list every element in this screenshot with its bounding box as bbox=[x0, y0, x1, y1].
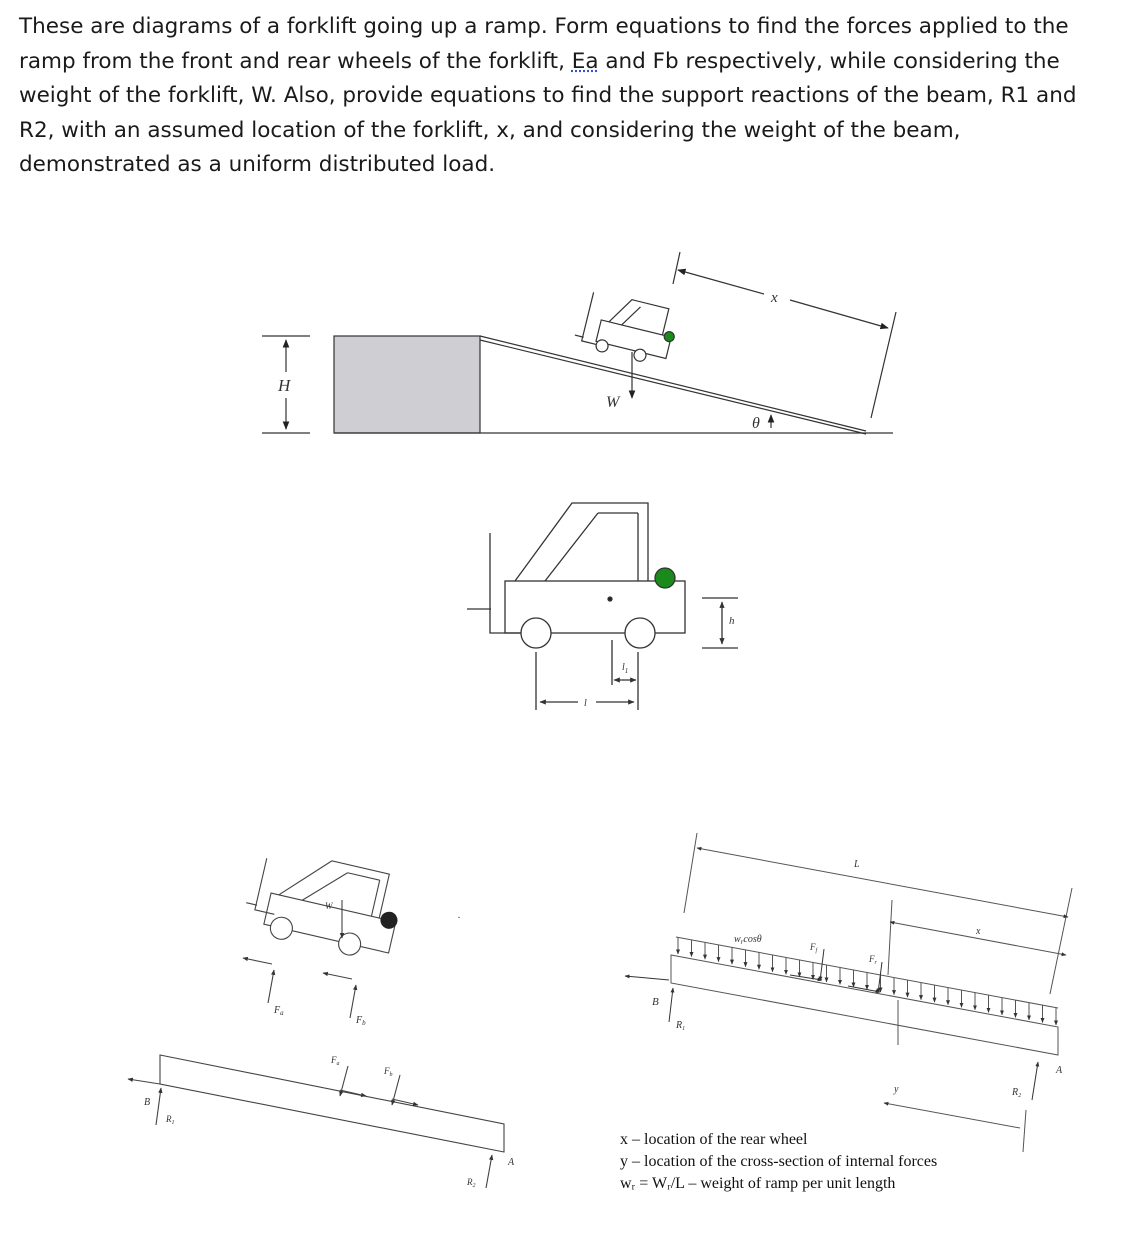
legend-line-y: y – location of the cross-section of internal forces bbox=[620, 1153, 938, 1170]
beam-R2-arrow bbox=[486, 1155, 492, 1188]
udl-R2-arrow bbox=[1032, 1062, 1038, 1100]
legend-line-x: x – location of the rear wheel bbox=[620, 1131, 808, 1148]
beam-fbd bbox=[128, 1055, 504, 1188]
label-W: W bbox=[606, 394, 620, 411]
question-line-3: weight of the forklift, W. Also, provide equations to find the support reactions of the beam, R1 and bbox=[19, 83, 1077, 109]
label-x: x bbox=[771, 290, 778, 306]
question-line-2a: ramp from the front and rear wheels of the forklift, bbox=[19, 48, 572, 74]
udl-label-R1: $R_1$ bbox=[676, 1020, 686, 1032]
fbd-counterweight bbox=[379, 911, 398, 930]
beam-label-A: A bbox=[508, 1157, 515, 1168]
fbd-Fb-arrow bbox=[350, 985, 356, 1018]
beam-label-R1: $R_1$ bbox=[166, 1114, 175, 1126]
forklift-fbd bbox=[240, 844, 407, 1018]
label-h: h bbox=[729, 615, 735, 627]
x-dimension bbox=[673, 252, 896, 418]
beam-label-Fa: $F_a$ bbox=[331, 1055, 340, 1067]
beam-label-B: B bbox=[144, 1097, 151, 1108]
L-dimension bbox=[697, 848, 1068, 917]
svg-text:.: . bbox=[458, 910, 461, 921]
Ff-arrow bbox=[820, 949, 824, 981]
counterweight bbox=[655, 568, 675, 588]
udl-label-wr: $w_r\cos\theta$ bbox=[734, 934, 762, 946]
label-l1: $l_1$ bbox=[622, 662, 629, 675]
udl-beam-body bbox=[671, 955, 1058, 1055]
ramp-forklift bbox=[572, 288, 680, 367]
front-wheel bbox=[521, 618, 551, 648]
udl-label-L: L bbox=[854, 859, 860, 870]
udl-label-R2: $R_2$ bbox=[1012, 1087, 1022, 1099]
udl-label-y: y bbox=[894, 1084, 899, 1095]
ramp-surface bbox=[480, 336, 866, 431]
beam-label-R2: $R_2$ bbox=[467, 1177, 476, 1189]
fbd-label-Fb: $F_b$ bbox=[356, 1015, 366, 1027]
ramp-diagram bbox=[262, 252, 896, 434]
label-theta: θ bbox=[752, 415, 760, 432]
label-H: H bbox=[278, 376, 291, 395]
platform-block bbox=[334, 336, 480, 433]
legend-line-wr: wᵣ = Wᵣ/L – weight of ramp per unit length bbox=[620, 1175, 896, 1192]
center-of-gravity bbox=[608, 597, 612, 601]
udl-label-A: A bbox=[1056, 1065, 1063, 1076]
question-line-2b: and Fb respectively, while considering the bbox=[598, 48, 1060, 74]
udl-beam-diagram bbox=[625, 833, 1072, 1152]
y-dimension bbox=[884, 1103, 1020, 1128]
udl-label-B: B bbox=[652, 996, 659, 1008]
beam-R1-arrow bbox=[156, 1088, 161, 1125]
udl-R1-arrow bbox=[669, 988, 673, 1022]
beam-body bbox=[160, 1055, 504, 1152]
question-ea-term: Ea bbox=[571, 48, 599, 74]
udl-label-x: x bbox=[976, 926, 981, 937]
label-l: l bbox=[584, 698, 587, 709]
fbd-label-W: W bbox=[325, 901, 333, 911]
fbd-Fa-arrow bbox=[268, 970, 274, 1003]
fbd-label-Fa: $F_a$ bbox=[274, 1005, 284, 1017]
udl-label-Ff: $F_f$ bbox=[810, 942, 818, 954]
forklift-detail bbox=[467, 503, 738, 710]
question-line-5: demonstrated as a uniform distributed load. bbox=[19, 152, 496, 178]
beam-label-Fb: $F_b$ bbox=[384, 1066, 393, 1078]
question-line-1: These are diagrams of a forklift going up a ramp. Form equations to find the forces applied to the bbox=[19, 14, 1069, 39]
question-line-4: R2, with an assumed location of the forklift, x, and considering the weight of the beam, bbox=[19, 117, 961, 143]
rear-wheel bbox=[625, 618, 655, 648]
udl-label-Fr: $F_r$ bbox=[869, 954, 877, 966]
